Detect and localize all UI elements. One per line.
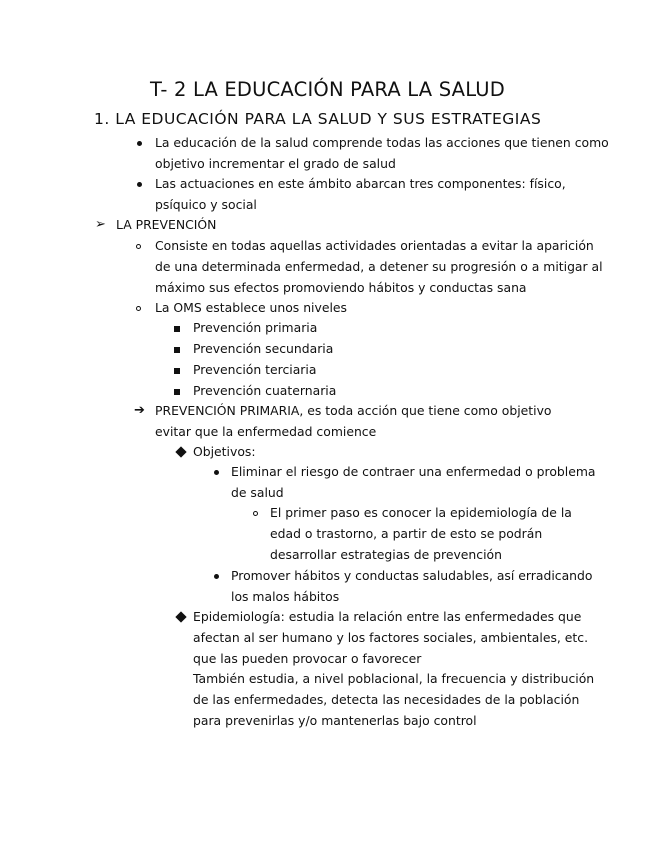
text-line: afectan al ser humano y los factores sociales, ambientales, etc. [193, 630, 589, 645]
page-title: T- 2 LA EDUCACIÓN PARA LA SALUD [150, 78, 505, 101]
text-line: de salud [231, 485, 284, 500]
arrow-right-icon: ➔ [134, 403, 145, 418]
section-heading-1: 1. LA EDUCACIÓN PARA LA SALUD Y SUS ESTRATEGIAS [94, 110, 542, 128]
text-line: El primer paso es conocer la epidemiología de la [270, 505, 572, 520]
bullet-square-icon [174, 347, 180, 353]
text-line: Consiste en todas aquellas actividades orientadas a evitar la aparición [155, 238, 594, 253]
bullet-square-icon [174, 389, 180, 395]
bullet-dot-icon [214, 470, 219, 475]
text-line: Las actuaciones en este ámbito abarcan tres componentes: físico, [155, 176, 566, 191]
text-line: Epidemiología: estudia la relación entre las enfermedades que [193, 609, 582, 624]
section-heading-prevencion: LA PREVENCIÓN [116, 217, 217, 232]
text-line: máximo sus efectos promoviendo hábitos y conductas sana [155, 280, 527, 295]
bullet-square-icon [174, 326, 180, 332]
text-line: de una determinada enfermedad, a detener su progresión o a mitigar al [155, 259, 603, 274]
nivel-item: Prevención primaria [193, 320, 318, 335]
bullet-diamond-icon [175, 446, 186, 457]
text-line: para prevenirlas y/o mantenerlas bajo control [193, 713, 477, 728]
text-line: de las enfermedades, detecta las necesidades de la población [193, 692, 580, 707]
text-line: Promover hábitos y conductas saludables, así erradicando [231, 568, 593, 583]
nivel-item: Prevención cuaternaria [193, 383, 337, 398]
bullet-circle-icon [253, 511, 258, 516]
bullet-square-icon [174, 368, 180, 374]
text-line: También estudia, a nivel poblacional, la frecuencia y distribución [193, 671, 595, 686]
bullet-circle-icon [136, 306, 141, 311]
bullet-dot-icon [137, 141, 142, 146]
text-line: objetivo incrementar el grado de salud [155, 156, 396, 171]
bullet-dot-icon [214, 574, 219, 579]
text-line: La educación de la salud comprende todas las acciones que tienen como [155, 135, 609, 150]
text-line: psíquico y social [155, 197, 257, 212]
bullet-circle-icon [136, 244, 141, 249]
objetivos-label: Objetivos: [193, 444, 256, 459]
text-line: desarrollar estrategias de prevención [270, 547, 502, 562]
bullet-dot-icon [137, 182, 142, 187]
nivel-item: Prevención secundaria [193, 341, 334, 356]
text-line: los malos hábitos [231, 589, 340, 604]
nivel-item: Prevención terciaria [193, 362, 317, 377]
text-line: Eliminar el riesgo de contraer una enfermedad o problema [231, 464, 596, 479]
bullet-diamond-icon [175, 611, 186, 622]
text-line: La OMS establece unos niveles [155, 300, 347, 315]
arrowhead-bullet-icon: ➢ [95, 217, 106, 232]
text-line: evitar que la enfermedad comience [155, 424, 377, 439]
text-line: edad o trastorno, a partir de esto se podrán [270, 526, 543, 541]
text-line: que las pueden provocar o favorecer [193, 651, 422, 666]
text-line: PREVENCIÓN PRIMARIA, es toda acción que tiene como objetivo [155, 403, 552, 418]
